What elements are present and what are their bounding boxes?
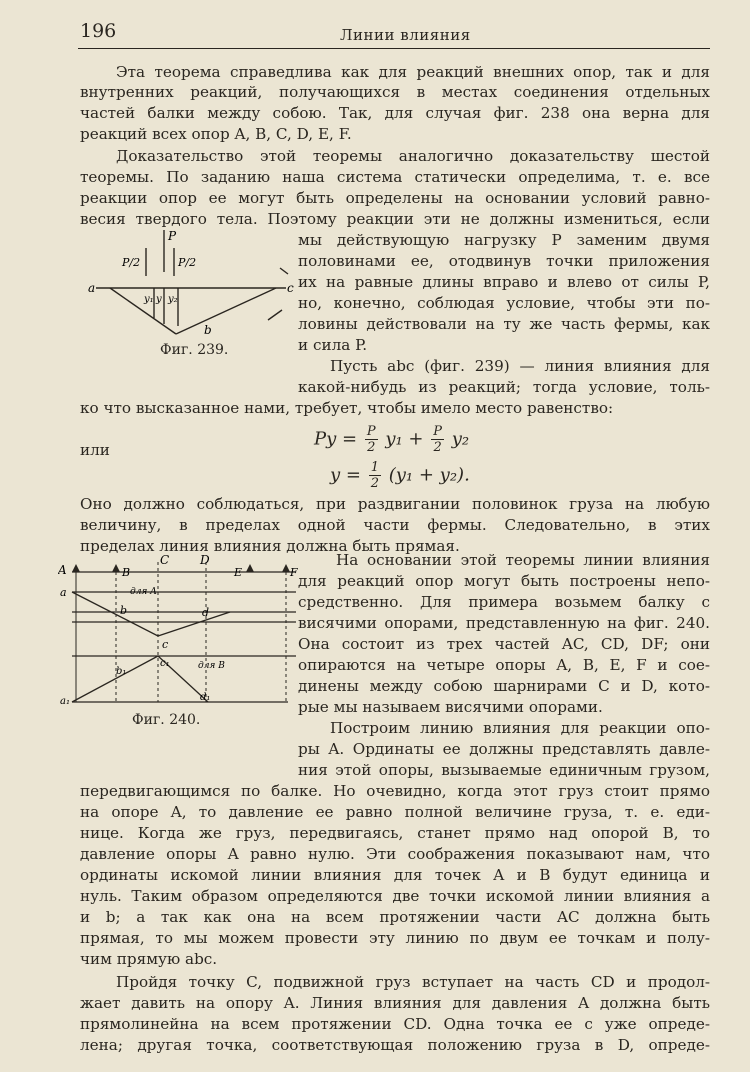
fig239-label-P2a: P/2 (122, 256, 141, 269)
fig239-label-y: y (156, 294, 162, 305)
fig239-label-c: c (287, 281, 294, 295)
fig240-label-C: C (160, 553, 170, 567)
text-line: передвигающимся по балке. Но очевидно, когда этот груз стоит прямо (80, 782, 710, 800)
fig239-label-a: a (88, 281, 96, 295)
fig240-label-forB: для B (198, 661, 225, 671)
fig240-label-b: b (120, 604, 128, 617)
text-line: их на равные длины вправо и влево от силы P, (298, 273, 710, 291)
fig240-label-B: B (122, 566, 131, 579)
text-line: внутренних реакций, получающихся в местах соединения отдельных (80, 83, 710, 101)
text-line: чим прямую abc. (80, 950, 218, 968)
formula1-frac-b: $\frac{P}{2}$ (433, 424, 442, 455)
fig239-label-y1: y₁ (144, 294, 154, 305)
formula2-frac: $\frac{1}{2}$ (370, 460, 379, 491)
text-line: какой-нибудь из реакций; тогда условие, толь- (298, 378, 710, 396)
formula1-t2: y₂ (451, 428, 470, 450)
fig240-label-c1: c₁ (160, 658, 170, 669)
text-line: на опоре A, то давление ее равно полной величине груза, т. е. еди- (80, 803, 710, 821)
text-line: жает давить на опору A. Линия влияния для давления A должна быть (80, 994, 710, 1012)
fig240-label-A: A (58, 563, 67, 577)
formula1-lhs: Py = (314, 428, 358, 450)
figure-239-diagram (88, 226, 298, 346)
text-line: прямолинейна на всем протяжении CD. Одна точка ее c уже опреде- (80, 1015, 710, 1033)
text-line: Эта теорема справедлива как для реакций внешних опор, так и для (116, 63, 710, 81)
fig240-label-a: a (60, 586, 67, 599)
formula1-t1: y₁ + (385, 428, 424, 450)
formula1-frac-a: $\frac{P}{2}$ (366, 424, 376, 455)
text-line: и b; а так как она на всем протяжении части AC должна быть (80, 908, 710, 926)
text-line: висячими опорами, представленную на фиг. 240. (298, 614, 710, 632)
text-line: нуль. Таким образом определяются две точки искомой линии влияния a (80, 887, 710, 905)
fig240-label-D: D (200, 553, 210, 567)
text-line: прямая, то мы можем провести эту линию по двум ее точкам и полу- (80, 929, 710, 947)
fig239-label-b: b (204, 323, 212, 337)
text-line: Доказательство этой теоремы аналогично доказательству шестой (116, 147, 710, 165)
text-line: величину, в пределах одной части фермы. Следовательно, в этих (80, 516, 710, 534)
running-title: Линии влияния (340, 26, 471, 44)
fig239-label-P2b: P/2 (178, 256, 197, 269)
fig239-label-y2: y₂ (168, 294, 178, 305)
text-line: весия твердого тела. Поэтому реакции эти не должны измениться, если (80, 210, 710, 228)
text-line: половинами ее, отодвинув точки приложения (298, 252, 710, 270)
text-line: частей балки между собою. Так, для случая фиг. 238 она верна для (80, 104, 710, 122)
text-line: ординаты искомой линии влияния для точек A и B будут единица и (80, 866, 710, 884)
text-line: реакций всех опор A, B, C, D, E, F. (80, 125, 352, 143)
figure-240-diagram (58, 552, 298, 712)
formula2-rest: (y₁ + y₂). (388, 464, 470, 486)
page-number: 196 (80, 20, 117, 42)
text-line: ния этой опоры, вызываемые единичным грузом, (298, 761, 710, 779)
text-line: нице. Когда же груз, передвигаясь, станет прямо над опорой B, то (80, 824, 710, 842)
text-line: Пусть abc (фиг. 239) — линия влияния для (330, 357, 710, 375)
text-line: ко что высказанное нами, требует, чтобы имело место равенство: (80, 399, 614, 417)
fig240-label-b1: b₁ (116, 666, 127, 677)
text-line: но, конечно, соблюдая условие, чтобы эти по- (298, 294, 710, 312)
text-line: ры A. Ординаты ее должны представлять давле- (298, 740, 710, 758)
formula2-lhs: y = (330, 464, 361, 486)
text-line: Построим линию влияния для реакции опо- (330, 719, 710, 737)
figure-239-caption: Фиг. 239. (160, 342, 229, 358)
text-line: ловины действовали на ту же часть фермы, как (298, 315, 710, 333)
text-line: мы действующую нагрузку P заменим двумя (298, 231, 710, 249)
text-line: рые мы называем висячими опорами. (298, 698, 603, 716)
text-line: средственно. Для примера возьмем балку с (298, 593, 710, 611)
fig240-label-F: F (290, 566, 298, 579)
figure-240-caption: Фиг. 240. (132, 712, 201, 728)
header-rule (78, 48, 710, 49)
text-line: давление опоры A равно нулю. Эти соображения показывают нам, что (80, 845, 710, 863)
text-line: для реакций опор могут быть построены непо- (298, 572, 710, 590)
fig240-label-E: E (234, 566, 243, 579)
text-line: и сила P. (298, 336, 368, 354)
text-line: динены между собою шарнирами C и D, кото- (298, 677, 710, 695)
text-line: теоремы. По заданию наша система статически определима, т. е. все (80, 168, 710, 186)
formula-2 (330, 460, 470, 491)
text-line: реакции опор ее могут быть определены на основании условий равно- (80, 189, 710, 207)
fig240-label-c: c (162, 638, 169, 651)
text-line: опираются на четыре опоры A, B, E, F и сое- (298, 656, 710, 674)
fig240-label-forA: для A (130, 587, 157, 597)
fig240-label-a1: a₁ (60, 696, 70, 707)
text-line: Пройдя точку C, подвижной груз вступает на часть CD и продол- (116, 973, 710, 991)
text-line: Оно должно соблюдаться, при раздвигании половинок груза на любую (80, 495, 710, 513)
text-line: пределах линия влияния должна быть прямая. (80, 537, 460, 555)
or-word: или (80, 441, 110, 459)
text-line: На основании этой теоремы линии влияния (336, 551, 710, 569)
fig239-label-P: P (168, 229, 177, 243)
fig240-label-d1: d₁ (200, 692, 211, 703)
text-line: лена; другая точка, соответствующая положению груза в D, опреде- (80, 1036, 710, 1054)
text-line: Она состоит из трех частей AC, CD, DF; они (298, 635, 710, 653)
fig240-label-d: d (202, 606, 210, 619)
